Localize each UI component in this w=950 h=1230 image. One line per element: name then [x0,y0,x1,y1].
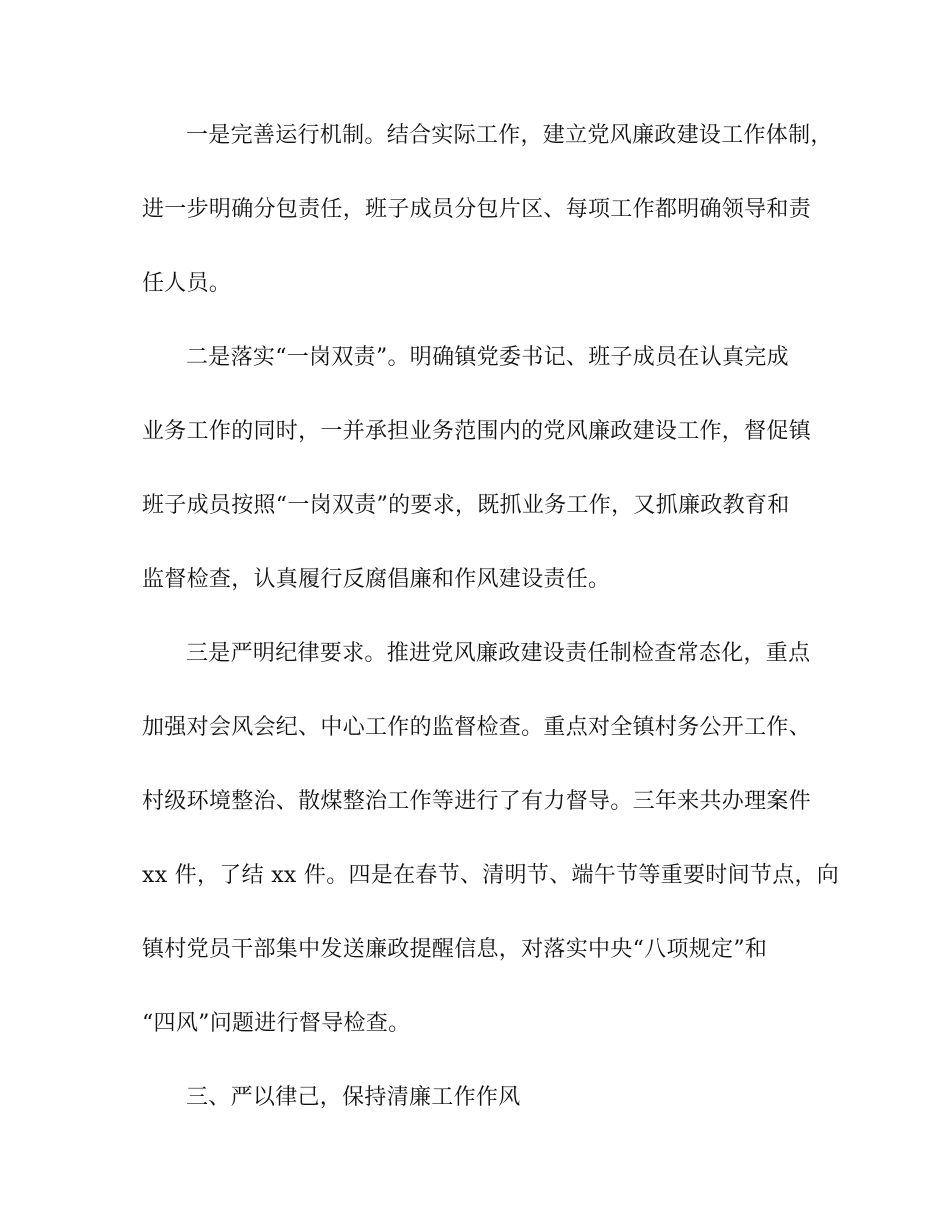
paragraph-3-line-2: 加强对会风会纪、中心工作的监督检查。重点对全镇村务公开工作、 [142,715,812,740]
paragraph-3-line-1: 三是严明纪律要求。推进党风廉政建设责任制检查常态化，重点 [186,641,811,666]
paragraph-1-line-1: 一是完善运行机制。结合实际工作，建立党风廉政建设工作体制， [186,123,833,148]
paragraph-3-line-5: 镇村党员干部集中发送廉政提醒信息，对落实中央“八项规定”和 [142,937,768,962]
section-heading: 三、严以律己，保持清廉工作作风 [186,1085,521,1110]
document-body [142,121,840,1112]
paragraph-2-line-3: 班子成员按照“一岗双责”的要求，既抓业务工作，又抓廉政教育和 [142,493,790,518]
paragraph-3-line-4: xx 件，了结 xx 件。四是在春节、清明节、端午节等重要时间节点，向 [142,863,840,888]
paragraph-2-line-1: 二是落实“一岗双责”。明确镇党委书记、班子成员在认真完成 [186,345,789,370]
paragraph-2-line-2: 业务工作的同时，一并承担业务范围内的党风廉政建设工作，督促镇 [142,419,812,444]
paragraph-1-line-2: 进一步明确分包责任，班子成员分包片区、每项工作都明确领导和责 [142,197,812,222]
paragraph-3-line-6: “四风”问题进行督导检查。 [142,1011,411,1036]
paragraph-1-line-3: 任人员。 [142,271,232,296]
paragraph-3-line-3: 村级环境整治、散煤整治工作等进行了有力督导。三年来共办理案件 [142,789,812,814]
paragraph-2-line-4: 监督检查，认真履行反腐倡廉和作风建设责任。 [142,567,611,592]
